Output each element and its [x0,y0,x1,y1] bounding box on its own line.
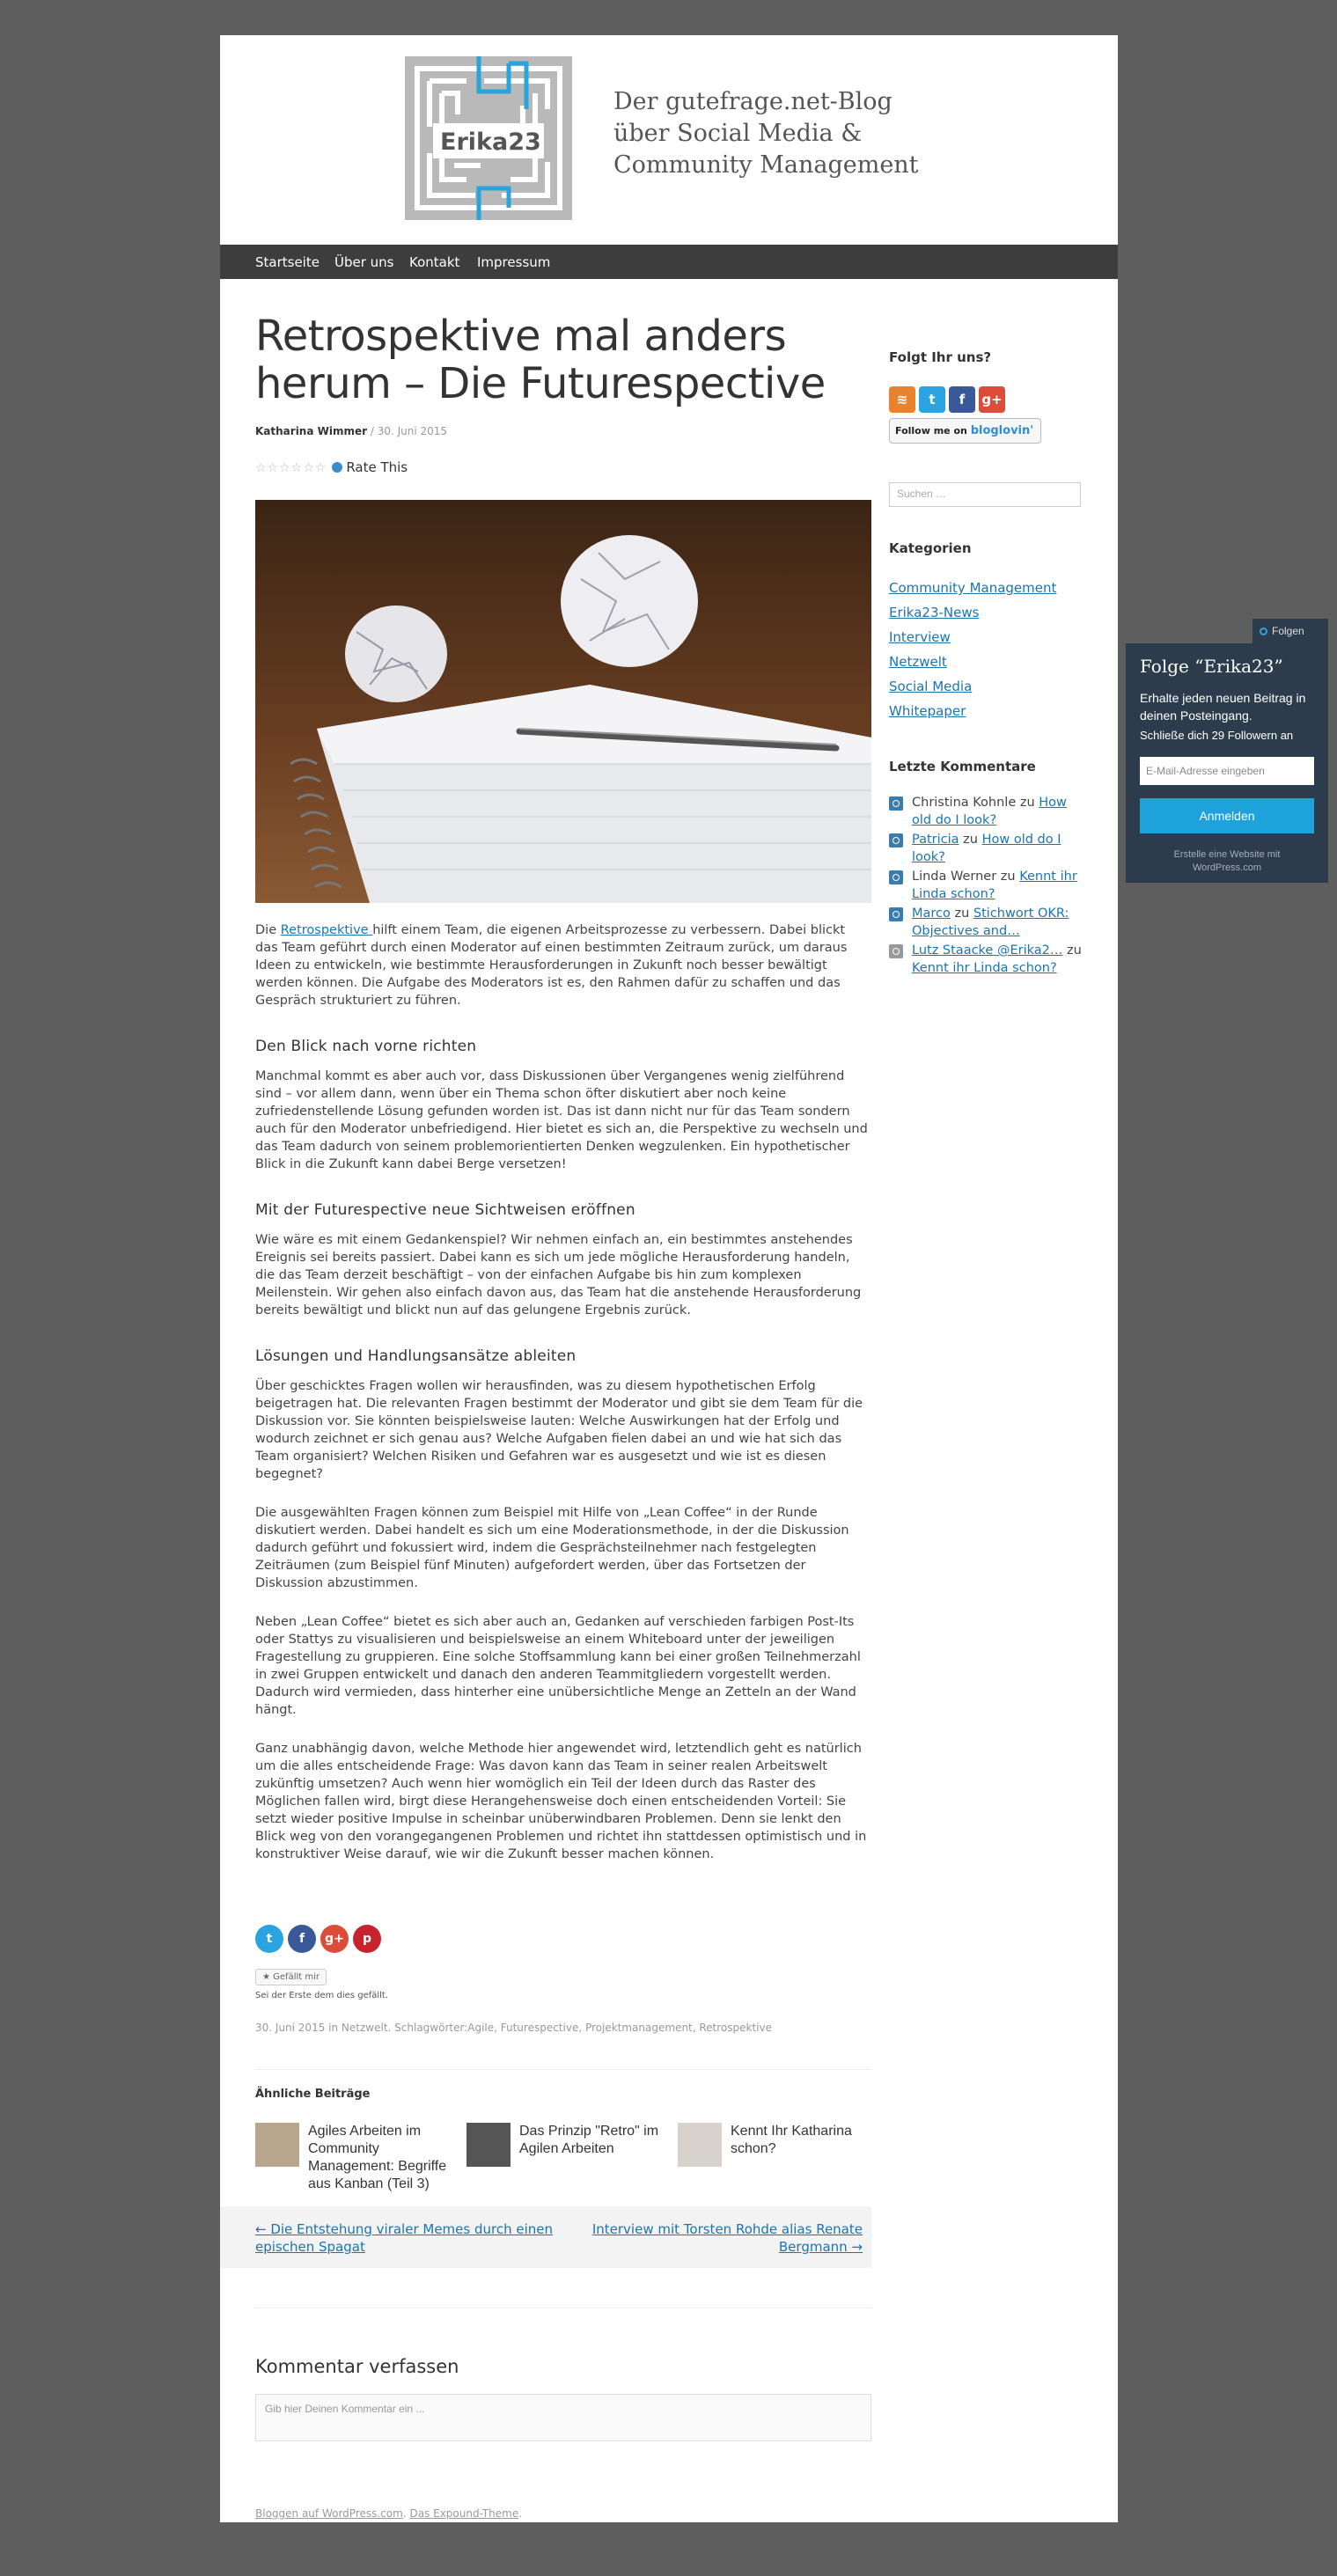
follow-description: Erhalte jeden neuen Beitrag in deinen Posteingang. [1140,691,1306,723]
follow-tab[interactable]: Folgen [1253,619,1328,643]
bloglovin-button[interactable]: Follow me on bloglovin' [889,418,1041,444]
post-rating [255,459,408,475]
page-container: Erika23 Der gutefrage.net-Blog über Social Media & Community Management Startseite Über uns Kontakt Impressum Retrospektive mal anders herum – Die Futurespective Katharina Wimmer / 30. Juni 2015 ☆☆☆☆☆☆ Rate This Die Retrospektive hilft einem Team, die eigenen Arbeitsprozesse zu verbessern. Dabei blickt das Team geführt durch einen Moderator auf einen bestimmten Zeitraum zurück, um daraus Ideen zu entwickeln, wie bestimmte Herausforderungen in Zukunft noch besser bewältigt werden können. Die Aufgabe des Moderators ist es, den Rahmen dafür zu schaffen und das Gespräch strukturiert zu führen. Den Blick nach vorne richten Manchmal kommt es aber auch vor, dass Diskussionen über Vergangenes wenig zielführend sind – vor allem dann, wenn über ein Thema schon öfter diskutiert aber noch keine zufriedenstellende Lösung gefunden worden ist. Das ist dann nicht nur für das Team sondern auch für den Moderator unbefriedigend. Hier bietet es sich an, die Perspektive zu wechseln und das Team dadurch von seinem problemorientierten Denken wegzulenken. Ein hypothetischer Blick in die Zukunft kann dabei Berge versetzen! Mit der Futurespective neue Sichtweisen eröffnen Wie wäre es mit einem Gedankenspiel? Wir nehmen einfach an, ein bestimmtes anstehendes Ereignis sei bereits passiert. Dabei kann es sich um jede mögliche Herausforderung handeln, die das Team derzeit beschäftigt – von der einfachen Aufgabe bis hin zum komplexen Meilenstein. Wir gehen also einfach davon aus, das Team hat die anstehende Herausforderung bereits bewältigt und blickt nun auf das gelungene Ergebnis zurück. Lösungen und Handlungsansätze ableiten Über geschicktes Fragen wollen wir herausfinden, was zu diesem hypothetischen Erfolg beigetragen hat. Die relevanten Fragen bestimmt der Moderator und gibt sie dem Team für die Diskussion vor. Sie könnten beispielsweise lauten: Welche Auswirkungen hat der Erfolg und wodurch zeichnet er sich genau aus? Welche Aufgaben fielen dabei an und wie hat sich das Team organisiert? Welchen Risiken und Gefahren war es ausgesetzt und wie ist es diesen begegnet? Die ausgewählten Fragen können zum Beispiel mit Hilfe von „Lean Coffee“ in der Runde diskutiert werden. Dabei handelt es sich um eine Moderationsmethode, in der die Diskussion dadurch geführt und fokussiert wird, indem die Gesprächsteilnehmer nach festgelegten Zeiträumen (zum Beispiel fünf Minuten) aufgefordert werden, über das Fortsetzen der Diskussion abzustimmen. Neben „Lean Coffee“ bietet es sich aber auch an, Gedanken auf verschieden farbigen Post-Its oder Stattys zu visualisieren und beispielsweise an einem Whiteboard unter der jeweiligen Fragestellung zu gruppieren. Eine solche Stoffsammlung kann bei einer großen Teilnehmerzahl in zwei Gruppen entwickelt und danach den anderen Teammitgliedern vorgestellt werden. Dadurch wird vermieden, dass hinterher eine unübersichtliche Menge an Zetteln an der Wand hängt. Ganz unabhängig davon, welche Methode hier angewendet wird, letztendlich geht es natürlich um die alles entscheidende Frage: Was davon kann das Team in seiner realen Arbeitswelt zukünftig umsetzen? Auch wenn hier womöglich ein Teil der Ideen durch das Raster des Möglichen fallen wird, birgt diese Herangehensweise doch einen entscheidenden Vorteil: Sie setzt wieder positive Impulse in scheinbar unüberwindbaren Problemen. Denn sie lenkt den Blick weg von den vorangegangenen Problemen und richtet ihn stattdessen optimistisch und in konstruktiver Weise darauf, wie wir die Zukunft besser machen können. t f g+ p ★ Gefällt mir Sei der Erste dem dies gefällt. 30. Juni 2015 in Netzwelt. Schlagwörter:Agile, Futurespective, Projektmanagement, Retrospektive Ähnliche Beiträge Agiles Arbeiten im Community Management: Begriffe aus Kanban (Teil 3) Das Prinzip "Retro" im Agilen Arbeiten Kennt Ihr Katharina schon? ← Die Entstehung viraler Memes durch einen epischen Spagat Interview mit Torsten Rohde alias Renate Bergmann → Kommentar verfassen Gib hier Deinen Kommentar ein ... Bloggen auf WordPress.com. Das Expound-Theme. Folgt Ihr uns? ≋ t f g+ Follow me on bloglovin' Suchen … Kategorien Community Management Erika23-News Interview Netzwelt Social Media Whitepaper Letzte Kommentare Christina Kohnle zu How old do I look? Patricia zu How old do I look? Linda Werner zu Kennt ihr Linda schon? Marco zu Stichwort OKR: Objectives and… Lutz Staacke @Erika2… zu Kennt ihr Linda schon? [220,35,1118,2522]
post-meta: 30. Juni 2015 in Netzwelt. Schlagwörter:Agile, Futurespective, Projektmanagement, Retrospektive [255,2022,773,2034]
heading-blick: Den Blick nach vorne richten [255,1038,477,1055]
site-logo[interactable] [405,56,572,220]
post-hero-image [255,500,871,903]
post-navigation [220,2206,871,2268]
category-link[interactable]: Whitepaper [889,703,966,719]
googleplus-icon[interactable]: g+ [979,386,1005,413]
category-link[interactable]: Erika23-News [889,605,980,620]
main-nav [220,245,1118,279]
paragraph-7: Ganz unabhängig davon, welche Methode hier angewendet wird, letztendlich geht es natürlich um die alles entscheidende Frage: Was davon kann das Team in seiner realen Arbeitswelt zukünftig umsetzen? Auch wenn hier womöglich ein Teil der Ideen durch das Raster des Möglichen fallen wird, birgt diese Herangehensweise doch einen entscheidenden Vorteil: Sie setzt wieder positive Impulse in scheinbar unüberwindbaren Problemen. Denn sie lenkt den Blick weg von den vorangegangenen Problemen und richtet ihn stattdessen optimistisch und in konstruktiver Weise darauf, wie wir die Zukunft besser machen können. [255,1742,867,1861]
follow-popup [1126,643,1328,883]
paragraph-6: Neben „Lean Coffee“ bietet es sich aber auch an, Gedanken auf verschieden farbigen Post-Its oder Stattys zu visualisieren und beispielsweise an einem Whiteboard unter der jeweiligen Fragestellung zu gruppieren. Eine solche Stoffsammlung kann bei einer großen Teilnehmerzahl in zwei Gruppen entwickelt und danach den anderen Teammitgliedern vorgestellt werden. Dadurch wird vermieden, dass hinterher eine unübersichtliche Menge an Zetteln an der Wand hängt. [255,1615,861,1717]
paragraph-2: Manchmal kommt es aber auch vor, dass Diskussionen über Vergangenes wenig zielführend sind – vor allem dann, wenn über ein Thema schon öfter diskutiert aber noch keine zufriedenstellende Lösung gefunden worden ist. Das ist dann nicht nur für das Team sondern auch für den Moderator unbefriedigend. Hier bietet es sich an, die Perspektive zu wechseln und das Team dadurch von seinem problemorientierten Denken wegzulenken. Ein hypothetischer Blick in die Zukunft kann dabei Berge versetzen! [255,1069,868,1171]
heading-futurespective: Mit der Futurespective neue Sichtweisen eröffnen [255,1201,635,1219]
heading-loesungen: Lösungen und Handlungsansätze ableiten [255,1347,577,1365]
follow-widget-title: Folgt Ihr uns? [889,349,992,365]
avatar[interactable] [889,944,903,958]
like-widget [255,1966,388,2000]
category-link[interactable]: Netzwelt [889,654,947,670]
paragraph-4: Über geschicktes Fragen wollen wir herausfinden, was zu diesem hypothetischen Erfolg beigetragen hat. Die relevanten Fragen bestimmt der Moderator und gibt sie dem Team für die Diskussion vor. Sie könnten beispielsweise lauten: Welche Auswirkungen hat der Erfolg und wodurch zeichnet er sich genau aus? Welche Aufgaben fielen dabei an und wie hat sich das Team organisiert? Welchen Risiken und Gefahren war es ausgesetzt und wie ist es diesen begegnet? [255,1379,863,1481]
twitter-share-icon[interactable]: t [255,1925,283,1953]
rating-stars[interactable]: ☆☆☆☆☆☆ [255,461,327,475]
avatar[interactable] [889,907,903,921]
category-link[interactable]: Interview [889,629,951,645]
avatar[interactable] [889,870,903,884]
pinterest-share-icon[interactable]: p [353,1925,381,1953]
paragraph-3: Wie wäre es mit einem Gedankenspiel? Wir nehmen einfach an, ein bestimmtes anstehendes Ereignis sei bereits passiert. Dabei kann es sich um jede mögliche Herausforderung handeln, die das Team derzeit beschäftigt – von der einfachen Aufgabe bis hin zum komplexen Meilenstein. Wir gehen also einfach davon aus, das Team hat die anstehende Herausforderung bereits bewältigt und blickt nun auf das gelungene Ergebnis zurück. [255,1233,862,1317]
nav-ueber-uns[interactable]: Über uns [334,254,394,270]
divider [255,2069,871,2070]
follower-count: Schließe dich 29 Followern an [1140,729,1294,742]
category-link[interactable]: Social Media [889,679,973,694]
theme-link[interactable]: Das Expound-Theme [409,2507,519,2520]
related-thumb[interactable] [255,2123,299,2167]
related-thumb[interactable] [678,2123,722,2167]
comment-form-title: Kommentar verfassen [255,2356,459,2377]
post-byline: Katharina Wimmer / 30. Juni 2015 [255,425,448,437]
site-footer: Bloggen auf WordPress.com. Das Expound-Theme. [255,2507,523,2520]
rate-this-label: Rate This [346,459,408,475]
post-body [255,921,871,1884]
next-post-link[interactable]: Interview mit Torsten Rohde alias Renate Bergmann → [591,2221,863,2255]
categories-title: Kategorien [889,540,972,556]
nav-startseite[interactable]: Startseite [255,254,320,270]
meta-category-link[interactable]: Netzwelt [341,2022,388,2034]
comment-post-link[interactable]: How old do I look? [912,796,1067,827]
meta-tags-links[interactable]: Agile, Futurespective, Projektmanagement, Retrospektive [467,2022,773,2034]
category-list [889,576,1056,723]
comment-author-link[interactable]: Marco [912,906,951,921]
author-link[interactable]: Katharina Wimmer [255,425,368,437]
googleplus-share-icon[interactable]: g+ [320,1925,349,1953]
paragraph-intro: Die Retrospektive hilft einem Team, die eigenen Arbeitsprozesse zu verbessern. Dabei blickt das Team geführt durch einen Moderator auf einen bestimmten Zeitraum zurück, um daraus Ideen zu entwickeln, wie bestimmte Herausforderungen in Zukunft noch besser bewältigt werden können. Die Aufgabe des Moderators ist es, den Rahmen dafür zu schaffen und das Gespräch strukturiert zu führen. [255,923,848,1008]
retrospektive-link[interactable]: Retrospektive [280,923,373,937]
site-header [220,35,1118,245]
comment-post-link[interactable]: How old do I look? [912,833,1062,864]
paragraph-5: Die ausgewählten Fragen können zum Beispiel mit Hilfe von „Lean Coffee“ in der Runde diskutiert werden. Dabei handelt es sich um eine Moderationsmethode, in der die Diskussion dadurch geführt und fokussiert wird, indem die Gesprächsteilnehmer nach festgelegten Zeiträumen (zum Beispiel fünf Minuten) aufgefordert werden, über das Fortsetzen der Diskussion abzustimmen. [255,1506,849,1590]
avatar[interactable] [889,833,903,848]
subscribe-button[interactable]: Anmelden [1140,798,1314,833]
nav-impressum[interactable]: Impressum [477,254,551,270]
post-date[interactable]: 30. Juni 2015 [377,425,448,437]
comment-author-link[interactable]: Lutz Staacke @Erika2… [912,943,1063,958]
info-icon[interactable] [332,462,342,473]
post-title[interactable]: Retrospektive mal anders herum – Die Futurespective [255,312,826,408]
comment-author-link[interactable]: Patricia [912,833,959,847]
facebook-share-icon[interactable]: f [288,1925,316,1953]
facebook-icon[interactable]: f [949,386,975,413]
comment-post-link[interactable]: Kennt ihr Linda schon? [912,870,1077,901]
category-link[interactable]: Community Management [889,580,1057,596]
follow-icon [1260,627,1267,635]
email-field[interactable]: E-Mail-Adresse eingeben [1140,757,1314,785]
comment-input[interactable]: Gib hier Deinen Kommentar ein ... [255,2394,871,2441]
related-posts-title: Ähnliche Beiträge [255,2088,371,2101]
wordpress-link[interactable]: Bloggen auf WordPress.com [255,2507,403,2520]
like-note: Sei der Erste dem dies gefällt. [255,1991,389,2000]
recent-comments-title: Letzte Kommentare [889,759,1036,774]
create-website-link[interactable]: Erstelle eine Website mit WordPress.com [1173,849,1281,873]
rss-icon[interactable]: ≋ [889,386,915,413]
follow-title: Folge “Erika23” [1140,656,1283,677]
avatar[interactable] [889,796,903,811]
like-button[interactable]: ★ Gefällt mir [255,1969,327,1985]
nav-kontakt[interactable]: Kontakt [409,254,460,270]
search-input[interactable]: Suchen … [889,482,1081,507]
comment-post-link[interactable]: Stichwort OKR: Objectives and… [912,906,1069,938]
previous-post-link[interactable]: ← Die Entstehung viraler Memes durch einen epischen Spagat [255,2221,554,2255]
site-tagline: Der gutefrage.net-Blog über Social Media & Community Management [613,88,919,179]
meta-date-link[interactable]: 30. Juni 2015 [255,2022,326,2034]
twitter-icon[interactable]: t [919,386,945,413]
related-thumb[interactable] [466,2123,511,2167]
logo-text: Erika23 [440,128,541,156]
comment-post-link[interactable]: Kennt ihr Linda schon? [912,961,1057,975]
